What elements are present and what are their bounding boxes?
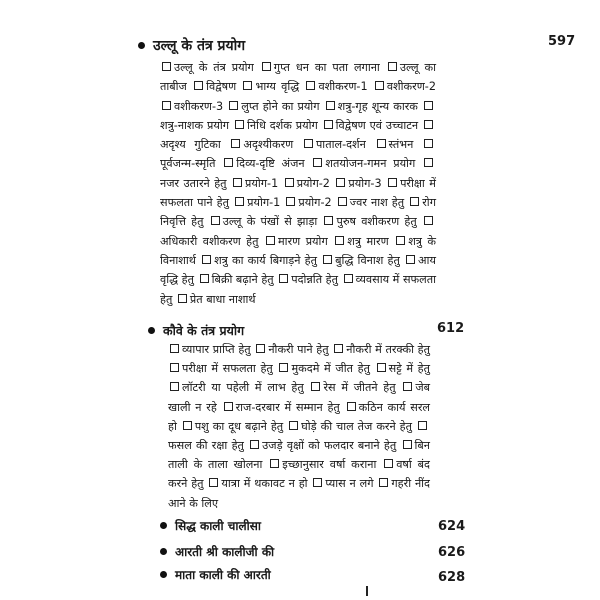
topic-label: जेब खाली न रहे [168, 381, 431, 414]
topic-label: प्रयोग-2 [298, 196, 332, 210]
topic-label: गहरी नींद आने के लिए [168, 477, 430, 510]
topic-list-owl [160, 58, 436, 309]
topic-item [334, 177, 381, 190]
topic-label: वशीकरण-3 [174, 99, 224, 113]
topic-item [311, 477, 373, 490]
topic-item [168, 343, 251, 356]
topic-label: निधि दर्शक प्रयोग [246, 118, 318, 132]
topic-item [311, 157, 415, 170]
topic-item [324, 100, 418, 113]
topic-item [200, 254, 317, 267]
topic-item [168, 362, 273, 375]
page-number: 624 [438, 519, 466, 534]
checkbox-square-icon [384, 459, 393, 468]
topic-item [375, 138, 414, 151]
checkbox-square-icon [388, 62, 397, 71]
section-heading-owl [138, 36, 245, 55]
checkbox-square-icon [162, 62, 171, 71]
topic-label: पुरुष वशीकरण हेतु [336, 215, 417, 229]
checkbox-square-icon [410, 197, 419, 206]
checkbox-square-icon [170, 363, 179, 372]
print-mark [366, 586, 368, 596]
bullet-icon [160, 522, 167, 529]
checkbox-square-icon [313, 158, 322, 167]
topic-label: मारण प्रयोग [277, 234, 328, 248]
topic-label: प्यास न लगे [325, 477, 374, 491]
checkbox-square-icon [334, 344, 343, 353]
checkbox-square-icon [377, 363, 386, 372]
topic-label: शतयोजन-गमन प्रयोग [325, 157, 416, 171]
checkbox-square-icon [231, 139, 240, 148]
topic-label: बिन ताली के ताला खोलना [168, 439, 430, 472]
checkbox-square-icon [379, 478, 388, 487]
checkbox-square-icon [313, 478, 322, 487]
topic-label: विद्वेषण एवं उच्चाटन [335, 118, 419, 132]
topic-item [227, 100, 319, 113]
topic-label: रोग निवृत्ति हेतु [160, 196, 436, 229]
topic-label: ज्वर नाश हेतु [349, 196, 405, 210]
checkbox-square-icon [224, 158, 233, 167]
topic-item [181, 420, 283, 433]
topic-label: यात्रा में थकावट न हो [221, 477, 308, 491]
checkbox-square-icon [418, 421, 427, 430]
topic-label: प्रयोग-2 [296, 176, 330, 190]
section-heading-aarti-1 [160, 543, 274, 560]
topic-label: राज-दरबार में सम्मान हेतु [235, 400, 340, 414]
topic-item [241, 80, 299, 93]
topic-label: कठिन कार्य सरल हो [168, 400, 431, 433]
topic-item [321, 254, 400, 267]
topic-label: फसल की रक्षा हेतु [168, 439, 244, 453]
topic-item [176, 293, 256, 306]
checkbox-square-icon [377, 139, 386, 148]
section-heading-aarti-2 [160, 566, 271, 583]
checkbox-square-icon [326, 101, 335, 110]
checkbox-square-icon [424, 101, 433, 110]
topic-label: अदृश्य गुटिका [160, 138, 221, 152]
topic-item [160, 100, 223, 113]
checkbox-square-icon [424, 120, 433, 129]
topic-label: शत्रु-गृह शून्य कारक [337, 99, 418, 113]
topic-label: पाताल-दर्शन [315, 138, 366, 152]
checkbox-square-icon [170, 344, 179, 353]
section-title: सिद्ध काली चालीसा [175, 519, 261, 533]
checkbox-square-icon [335, 236, 344, 245]
checkbox-square-icon [243, 81, 252, 90]
checkbox-square-icon [279, 274, 288, 283]
page-number: 597 [548, 34, 576, 49]
topic-item [248, 439, 396, 452]
checkbox-square-icon [406, 255, 415, 264]
topic-label: उल्लू के तंत्र प्रयोग [174, 61, 254, 74]
topic-item [222, 401, 340, 414]
topic-item [192, 80, 236, 93]
checkbox-square-icon [209, 478, 218, 487]
checkbox-square-icon [388, 178, 397, 187]
topic-label: दिव्य-दृष्टि अंजन [236, 157, 305, 171]
topic-item [268, 458, 376, 471]
topic-label: नौकरी पाने हेतु [268, 343, 329, 356]
topic-item [309, 381, 395, 394]
topic-item [264, 235, 328, 248]
topic-item [375, 362, 430, 375]
topic-label: विद्वेषण [206, 80, 237, 94]
checkbox-square-icon [235, 197, 244, 206]
topic-label: उल्लू का ताबीज [160, 61, 437, 94]
topic-label: स्तंभन [388, 138, 414, 152]
topic-label: पूर्वजन्म-स्मृति [160, 157, 216, 171]
topic-label: बुद्धि विनाश हेतु [335, 253, 400, 267]
topic-item [233, 196, 280, 209]
topic-item [277, 273, 338, 286]
topic-item [284, 196, 331, 209]
topic-label: लुप्त होने का प्रयोग [241, 99, 320, 113]
bullet-icon [160, 548, 167, 555]
checkbox-square-icon [338, 197, 347, 206]
section-title: उल्लू के तंत्र प्रयोग [153, 38, 246, 54]
checkbox-square-icon [233, 178, 242, 187]
checkbox-square-icon [200, 274, 209, 283]
checkbox-square-icon [178, 294, 187, 303]
checkbox-square-icon [262, 62, 271, 71]
topic-label: भाग्य वृद्धि [255, 80, 300, 94]
topic-item [260, 61, 380, 74]
section-title: माता काली की आरती [175, 568, 271, 582]
checkbox-square-icon [306, 81, 315, 90]
topic-label: रेस में जीतने हेतु [323, 381, 396, 395]
topic-item [373, 80, 436, 93]
checkbox-square-icon [183, 421, 192, 430]
topic-item [229, 138, 293, 151]
topic-item [198, 273, 274, 286]
bullet-icon [138, 42, 145, 49]
checkbox-square-icon [194, 81, 203, 90]
topic-label: नौकरी में तरक्की हेतु [346, 343, 430, 356]
topic-label: प्रेत बाधा नाशार्थ [189, 292, 256, 306]
topic-item [322, 119, 418, 132]
checkbox-square-icon [304, 139, 313, 148]
topic-label: अधिकारी वशीकरण हेतु [160, 234, 259, 248]
topic-label: शत्रु का कार्य बिगाड़ने हेतु [214, 253, 317, 267]
topic-item [277, 362, 369, 375]
topic-label: इच्छानुसार वर्षा कराना [282, 458, 377, 472]
checkbox-square-icon [250, 440, 259, 449]
topic-label: पदोन्नति हेतु [291, 273, 338, 287]
topic-item [287, 420, 412, 433]
checkbox-square-icon [324, 216, 333, 225]
bullet-icon [160, 571, 167, 578]
checkbox-square-icon [424, 216, 433, 225]
topic-item [332, 343, 430, 356]
topic-label: गुप्त धन का पता लगाना [273, 61, 380, 74]
topic-item [233, 119, 318, 132]
topic-item [333, 235, 389, 248]
topic-label: उजड़े वृक्षों को फलदार बनाने हेतु [262, 439, 397, 453]
checkbox-square-icon [403, 382, 412, 391]
topic-label: वशीकरण-1 [318, 80, 368, 94]
topic-label: घोड़े की चाल तेज करने हेतु [301, 419, 413, 433]
topic-label: वशीकरण-2 [386, 80, 436, 94]
topic-label: नजर उतारने हेतु [160, 176, 227, 190]
topic-label: परीक्षा में सफलता हेतु [182, 362, 273, 376]
checkbox-square-icon [229, 101, 238, 110]
topic-label: लॉटरी या पहेली में लाभ हेतु [182, 381, 304, 395]
checkbox-square-icon [311, 382, 320, 391]
checkbox-square-icon [323, 255, 332, 264]
topic-label: शत्रु मारण [347, 234, 389, 248]
checkbox-square-icon [162, 101, 171, 110]
page-number: 612 [437, 321, 465, 336]
checkbox-square-icon [375, 81, 384, 90]
topic-label: व्यवसाय में सफलता हेतु [160, 273, 436, 306]
topic-item [322, 215, 416, 228]
checkbox-square-icon [289, 421, 298, 430]
checkbox-square-icon [347, 402, 356, 411]
checkbox-square-icon [344, 274, 353, 283]
section-title: कौवे के तंत्र प्रयोग [163, 323, 245, 338]
topic-label: सट्टे में हेतु [388, 362, 430, 376]
topic-label: परीक्षा में सफलता पाने हेतु [160, 176, 436, 210]
checkbox-square-icon [324, 120, 333, 129]
checkbox-square-icon [285, 178, 294, 187]
topic-item [254, 343, 328, 356]
topic-item [231, 177, 278, 190]
topic-label: वर्षा बंद करने हेतु [168, 458, 430, 491]
checkbox-square-icon [403, 440, 412, 449]
topic-label: शत्रु-नाशक प्रयोग [160, 118, 230, 132]
topic-label: पशु का दूध बढ़ाने हेतु [194, 419, 284, 433]
checkbox-square-icon [256, 344, 265, 353]
topic-item [283, 177, 330, 190]
section-heading-chalisa [160, 517, 261, 534]
section-heading-crow [148, 322, 244, 339]
page-number: 628 [438, 570, 466, 585]
topic-list-crow [168, 340, 430, 513]
topic-label: व्यापार प्राप्ति हेतु [182, 343, 251, 356]
checkbox-square-icon [286, 197, 295, 206]
topic-label: मुकदमे में जीत हेतु [291, 362, 370, 376]
checkbox-square-icon [266, 236, 275, 245]
checkbox-square-icon [279, 363, 288, 372]
checkbox-square-icon [170, 382, 179, 391]
topic-label: उल्लू के पंखों से झाड़ा [222, 215, 318, 229]
topic-label: प्रयोग-1 [247, 196, 281, 210]
checkbox-square-icon [235, 120, 244, 129]
topic-item [302, 138, 366, 151]
checkbox-square-icon [202, 255, 211, 264]
bullet-icon [148, 327, 155, 334]
checkbox-square-icon [211, 216, 220, 225]
topic-item [336, 196, 404, 209]
topic-item [207, 477, 307, 490]
topic-label: आय वृद्धि हेतु [160, 253, 436, 287]
topic-label: प्रयोग-1 [245, 176, 279, 190]
topic-label: शत्रु के विनाशार्थ [160, 234, 437, 267]
checkbox-square-icon [424, 158, 433, 167]
topic-item [168, 381, 304, 394]
topic-item [160, 61, 254, 74]
checkbox-square-icon [336, 178, 345, 187]
topic-item [209, 215, 317, 228]
topic-item [304, 80, 367, 93]
topic-item [222, 157, 304, 170]
section-title: आरती श्री कालीजी की [175, 545, 275, 559]
topic-label: बिक्री बढ़ाने हेतु [211, 273, 274, 287]
checkbox-square-icon [396, 236, 405, 245]
topic-label: अदृश्यीकरण [243, 138, 294, 152]
checkbox-square-icon [224, 402, 233, 411]
checkbox-square-icon [424, 139, 433, 148]
checkbox-square-icon [270, 459, 279, 468]
topic-label: प्रयोग-3 [348, 176, 382, 190]
page-number: 626 [438, 545, 466, 560]
